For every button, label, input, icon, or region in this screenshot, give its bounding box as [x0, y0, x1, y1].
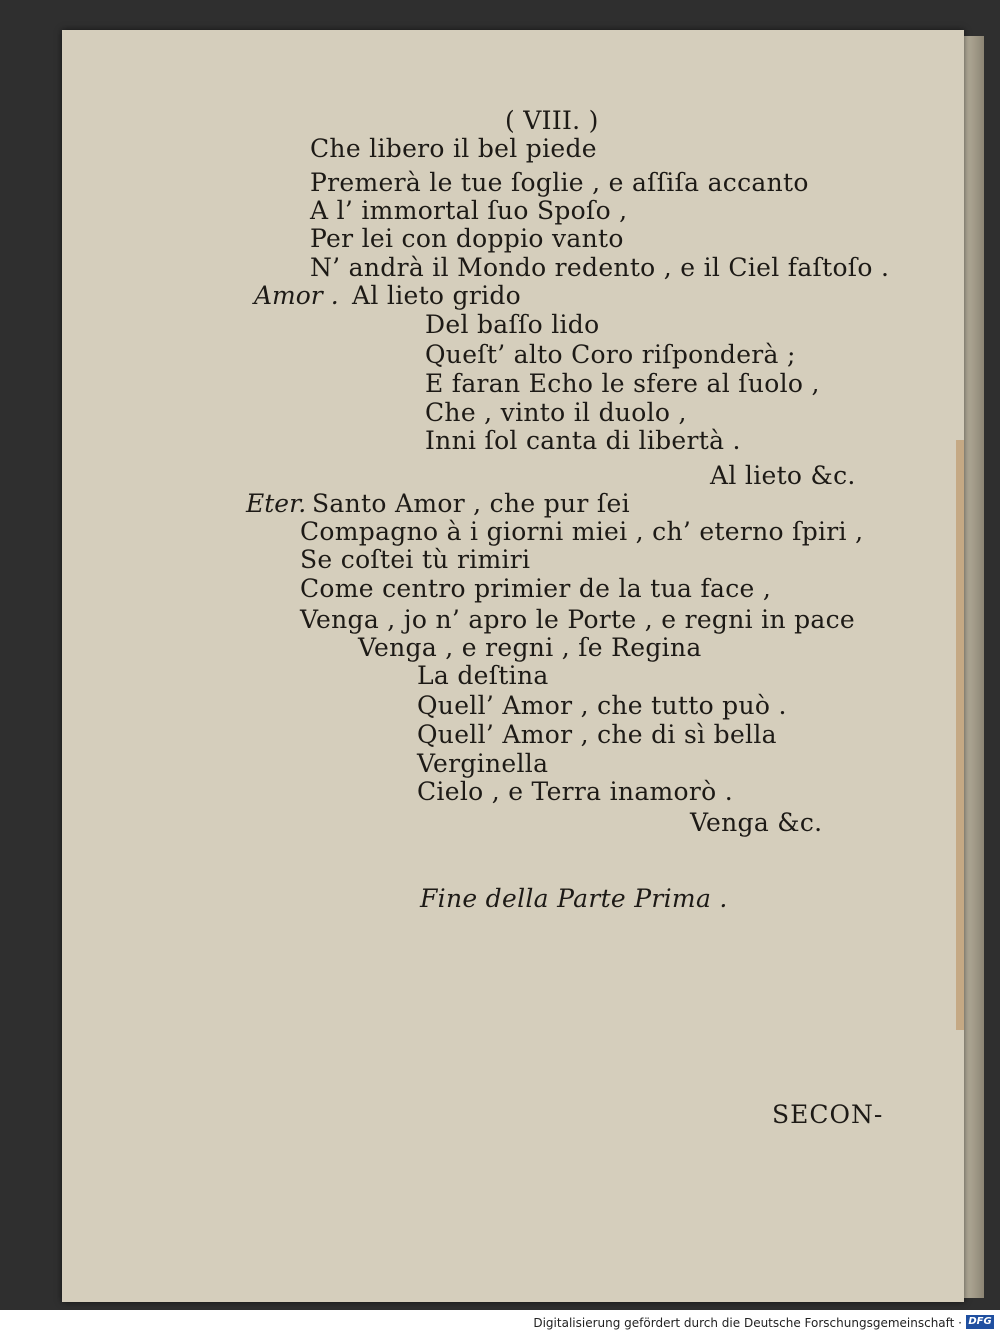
verse-line: Venga , jo n’ apro le Porte , e regni in pace: [300, 605, 856, 634]
verse-line: N’ andrà il Mondo redento , e il Ciel faſtoſo .: [310, 253, 890, 282]
part-end-note: Fine della Parte Prima .: [420, 884, 728, 913]
catchword: SECON-: [772, 1100, 884, 1129]
speaker-name: Amor .: [254, 281, 339, 310]
verse-line: A l’ immortal ſuo Spoſo ,: [310, 196, 628, 225]
verse-line: Se coſtei tù rimiri: [300, 545, 531, 574]
page-edge: [964, 36, 984, 1298]
verse-line: Quell’ Amor , che di sì bella: [417, 720, 777, 749]
verse-line: Venga &c.: [690, 808, 823, 837]
verse-line: Al lieto &c.: [710, 461, 856, 490]
verse-line: Come centro primier de la tua face ,: [300, 574, 772, 603]
verse-line: Queſt’ alto Coro riſponderà ;: [425, 340, 796, 369]
verse-line: Santo Amor , che pur ſei: [312, 489, 630, 518]
verse-line: Venga , e regni , ſe Regina: [358, 633, 702, 662]
dfg-logo: DFG: [966, 1315, 994, 1329]
page-stain: [956, 440, 964, 1030]
verse-line: La deſtina: [417, 661, 549, 690]
verse-line: Che , vinto il duolo ,: [425, 398, 687, 427]
verse-line: Che libero il bel piede: [310, 134, 597, 163]
verse-line: Quell’ Amor , che tutto può .: [417, 691, 787, 720]
funding-credit: Digitalisierung gefördert durch die Deutsche Forschungsgemeinschaft ·: [533, 1316, 962, 1330]
verse-line: Compagno à i giorni miei , ch’ eterno ſpiri ,: [300, 517, 864, 546]
verse-line: Verginella: [417, 749, 549, 778]
verse-line: Al lieto grido: [352, 281, 522, 310]
verse-line: Per lei con doppio vanto: [310, 224, 624, 253]
verse-line: E faran Echo le sfere al ſuolo ,: [425, 369, 820, 398]
speaker-name: Eter.: [246, 489, 307, 518]
page-header: ( VIII. ): [505, 106, 599, 135]
verse-line: Inni ſol canta di libertà .: [425, 426, 741, 455]
verse-line: Premerà le tue ſoglie , e aſſiſa accanto: [310, 168, 809, 197]
verse-line: Cielo , e Terra inamorò .: [417, 777, 733, 806]
verse-line: Del baſſo lido: [425, 310, 600, 339]
